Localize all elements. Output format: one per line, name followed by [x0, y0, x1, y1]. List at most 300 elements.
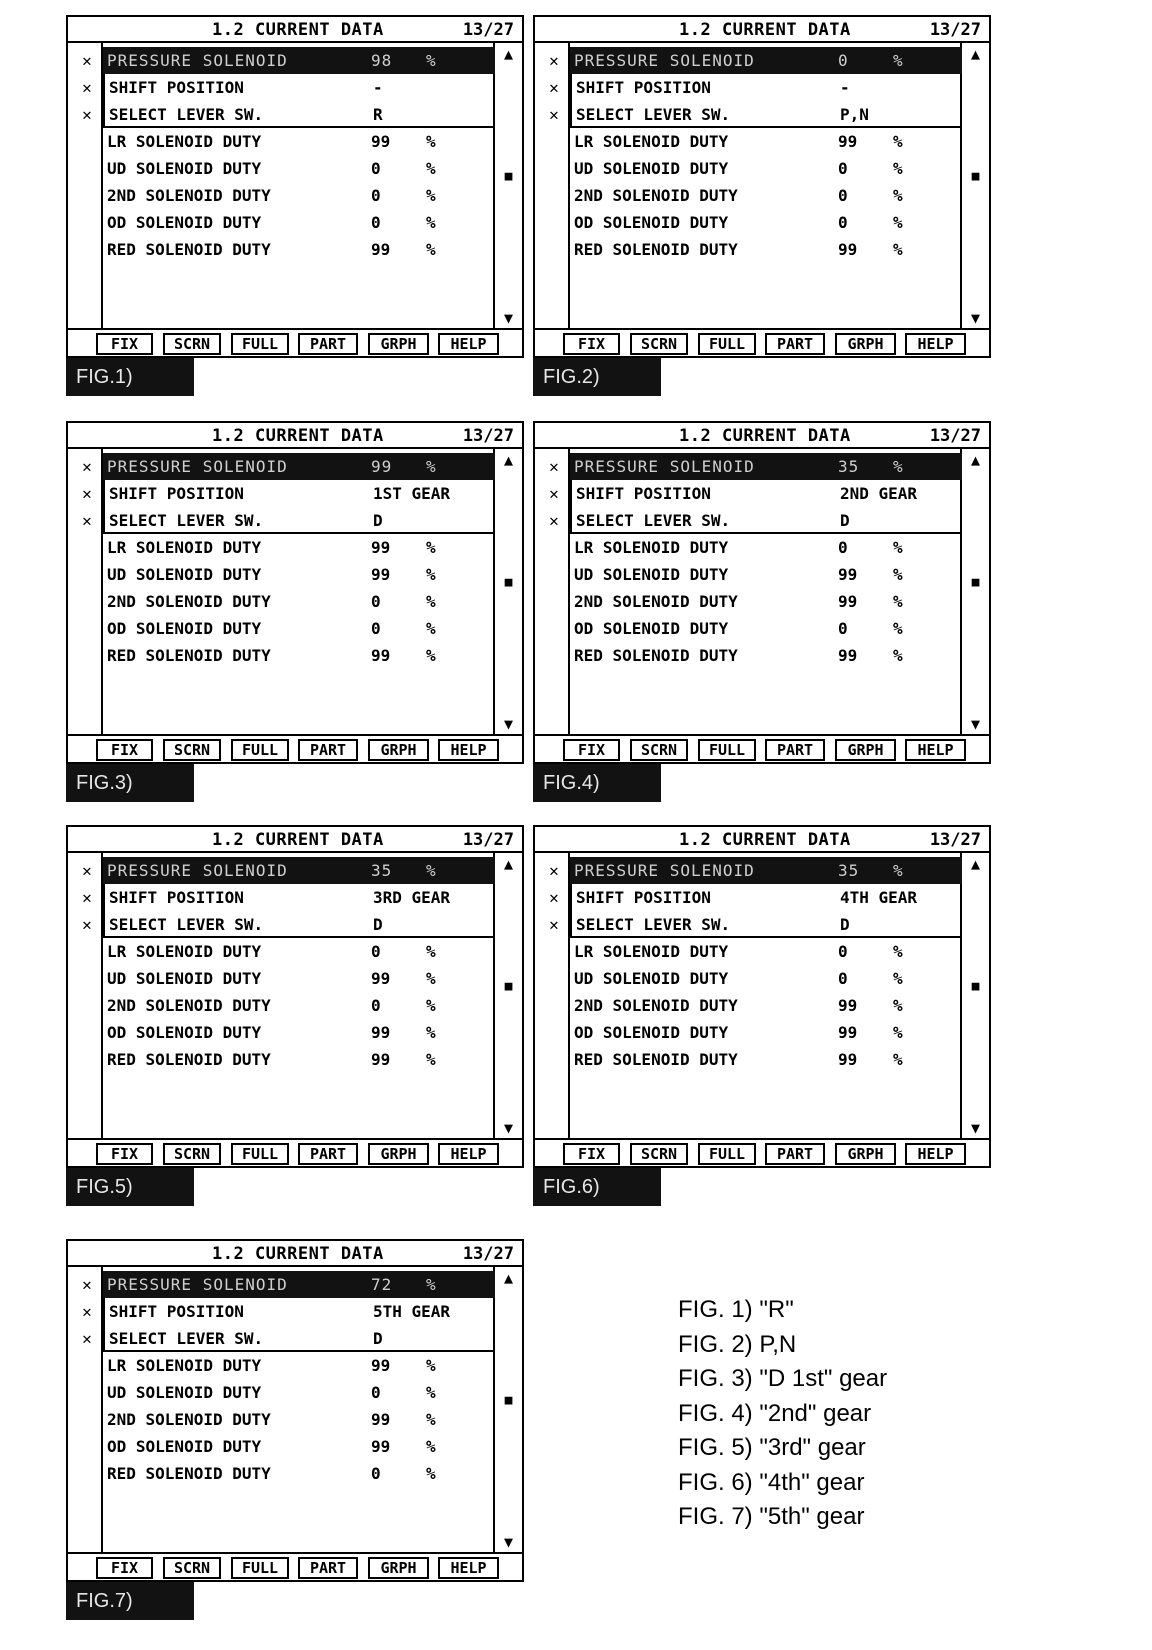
data-row-value: 35	[838, 457, 860, 476]
selected-item-marker-icon: ✕	[82, 1302, 92, 1321]
data-row[interactable]	[570, 884, 962, 911]
selected-item-marker-icon: ✕	[82, 78, 92, 97]
scrollbar[interactable]	[962, 43, 989, 328]
data-row[interactable]	[103, 1325, 495, 1352]
function-key-bar	[535, 1138, 989, 1166]
data-row-label: RED SOLENOID DUTY	[574, 646, 738, 665]
data-row-unit: %	[893, 1050, 903, 1069]
part-button[interactable]: PART	[298, 739, 358, 761]
part-button[interactable]: PART	[765, 1143, 825, 1165]
data-row[interactable]	[103, 1379, 495, 1406]
data-row[interactable]	[570, 507, 962, 534]
data-row-unit: %	[426, 1275, 437, 1294]
data-row[interactable]	[103, 857, 495, 884]
data-row-label: 2ND SOLENOID DUTY	[107, 996, 271, 1015]
scroll-down-arrow-icon[interactable]: ▼	[503, 1119, 514, 1137]
scroll-down-arrow-icon[interactable]: ▼	[503, 1533, 514, 1551]
help-button[interactable]: HELP	[905, 739, 966, 761]
data-row-unit: %	[893, 861, 904, 880]
page-counter: 13/27	[462, 426, 514, 446]
scrn-button[interactable]: SCRN	[163, 333, 221, 355]
figure-6	[533, 825, 991, 1206]
data-row-value: 0	[371, 186, 381, 205]
data-row-label: SHIFT POSITION	[576, 78, 711, 97]
data-row-label: SHIFT POSITION	[109, 484, 244, 503]
scrn-button[interactable]: SCRN	[630, 333, 688, 355]
data-row-unit: %	[426, 457, 437, 476]
title-bar	[68, 1241, 522, 1267]
scroll-down-arrow-icon[interactable]: ▼	[503, 309, 514, 327]
page-counter: 13/27	[929, 20, 981, 40]
scrn-button[interactable]: SCRN	[163, 739, 221, 761]
fix-button[interactable]: FIX	[96, 739, 153, 761]
data-row-label: RED SOLENOID DUTY	[107, 1464, 271, 1483]
data-row-value: 0	[371, 996, 381, 1015]
data-row-value: 0	[371, 1383, 381, 1402]
scroll-up-arrow-icon[interactable]: ▲	[970, 855, 981, 873]
data-row-label: LR SOLENOID DUTY	[107, 538, 262, 557]
data-row[interactable]	[570, 1019, 962, 1046]
scrn-button[interactable]: SCRN	[630, 739, 688, 761]
selected-item-marker-icon: ✕	[549, 78, 559, 97]
data-row-value: D	[373, 1329, 383, 1348]
data-row-value: D	[840, 915, 850, 934]
data-row-label: SHIFT POSITION	[109, 1302, 244, 1321]
data-row-value: D	[373, 915, 383, 934]
data-row[interactable]	[570, 74, 962, 101]
full-button[interactable]: FULL	[231, 739, 289, 761]
page-counter: 13/27	[929, 426, 981, 446]
selected-item-marker-icon: ✕	[82, 105, 92, 124]
screen-title: 1.2 CURRENT DATA	[679, 426, 851, 446]
fix-button[interactable]: FIX	[563, 1143, 620, 1165]
data-row-unit: %	[893, 942, 903, 961]
data-row-value: 99	[838, 132, 858, 151]
data-row[interactable]	[103, 1046, 495, 1073]
data-row-value: 99	[371, 1050, 391, 1069]
part-button[interactable]: PART	[298, 1143, 358, 1165]
data-row[interactable]	[570, 101, 962, 128]
data-row-label: SHIFT POSITION	[576, 888, 711, 907]
data-row-label: LR SOLENOID DUTY	[107, 1356, 262, 1375]
data-row-unit: %	[426, 1464, 436, 1483]
data-row[interactable]	[570, 642, 962, 669]
screen-title: 1.2 CURRENT DATA	[212, 426, 384, 446]
data-row[interactable]	[103, 561, 495, 588]
data-row-value: 0	[838, 159, 848, 178]
data-row-unit: %	[426, 1383, 436, 1402]
data-row[interactable]	[570, 453, 962, 480]
scrollbar[interactable]	[962, 449, 989, 734]
data-row-value: 0	[371, 592, 381, 611]
data-row[interactable]	[570, 209, 962, 236]
title-bar	[68, 17, 522, 43]
data-row[interactable]	[103, 615, 495, 642]
data-row[interactable]	[103, 1352, 495, 1379]
data-row-label: LR SOLENOID DUTY	[574, 538, 729, 557]
grph-button[interactable]: GRPH	[835, 333, 896, 355]
scrollbar[interactable]	[495, 853, 522, 1138]
data-row[interactable]	[570, 911, 962, 938]
data-row-value: 99	[838, 996, 858, 1015]
data-row-label: SHIFT POSITION	[109, 888, 244, 907]
data-row[interactable]	[570, 588, 962, 615]
data-row-value: D	[373, 511, 383, 530]
scroll-up-arrow-icon[interactable]: ▲	[970, 45, 981, 63]
data-row-label: OD SOLENOID DUTY	[107, 213, 262, 232]
data-row-label: UD SOLENOID DUTY	[574, 159, 729, 178]
data-row-label: OD SOLENOID DUTY	[107, 1437, 262, 1456]
data-row-value: 99	[371, 1410, 391, 1429]
data-row-unit: %	[426, 1410, 436, 1429]
data-row[interactable]	[570, 47, 962, 74]
data-row-unit: %	[426, 646, 436, 665]
data-row[interactable]	[103, 534, 495, 561]
data-row-label: RED SOLENOID DUTY	[574, 240, 738, 259]
data-row-value: 35	[838, 861, 860, 880]
data-row-value: 99	[838, 240, 858, 259]
data-row-label: PRESSURE SOLENOID	[107, 1275, 288, 1294]
data-row-value: 0	[838, 619, 848, 638]
data-row-label: SELECT LEVER SW.	[109, 105, 264, 124]
page-counter: 13/27	[462, 20, 514, 40]
selected-item-marker-icon: ✕	[549, 915, 559, 934]
data-row[interactable]	[103, 155, 495, 182]
data-row-unit: %	[426, 996, 436, 1015]
figure-label: FIG.4)	[533, 764, 661, 802]
data-row-unit: %	[426, 1023, 436, 1042]
data-row[interactable]	[570, 965, 962, 992]
data-row-value: 0	[838, 213, 848, 232]
scroll-up-arrow-icon[interactable]: ▲	[503, 45, 514, 63]
data-row-value: 0	[838, 969, 848, 988]
data-row[interactable]	[570, 857, 962, 884]
full-button[interactable]: FULL	[698, 739, 756, 761]
data-row[interactable]	[103, 911, 495, 938]
figure-label: FIG.3)	[66, 764, 194, 802]
data-row[interactable]	[103, 1406, 495, 1433]
figure-label: FIG.1)	[66, 358, 194, 396]
data-row-value: -	[373, 78, 383, 97]
data-row-unit: %	[893, 159, 903, 178]
data-row-label: OD SOLENOID DUTY	[107, 1023, 262, 1042]
data-row[interactable]	[103, 965, 495, 992]
scrollbar[interactable]	[495, 449, 522, 734]
data-row[interactable]	[103, 209, 495, 236]
page-counter: 13/27	[462, 1244, 514, 1264]
data-row-value: 99	[371, 457, 393, 476]
data-row-label: LR SOLENOID DUTY	[574, 942, 729, 961]
scrollbar[interactable]	[495, 1267, 522, 1552]
scrollbar[interactable]	[962, 853, 989, 1138]
data-row-label: 2ND SOLENOID DUTY	[574, 592, 738, 611]
scrn-button[interactable]: SCRN	[630, 1143, 688, 1165]
grph-button[interactable]: GRPH	[368, 739, 429, 761]
data-row-value: 0	[838, 186, 848, 205]
data-row[interactable]	[103, 182, 495, 209]
function-key-bar	[535, 734, 989, 762]
data-row-value: 0	[838, 942, 848, 961]
data-row[interactable]	[103, 507, 495, 534]
data-row-value: 99	[838, 565, 858, 584]
data-row-value: 2ND GEAR	[840, 484, 918, 503]
figure-4	[533, 421, 991, 802]
scrn-button[interactable]: SCRN	[163, 1557, 221, 1579]
data-row-value: 72	[371, 1275, 393, 1294]
data-row-value: 0	[371, 619, 381, 638]
data-row-unit: %	[426, 51, 437, 70]
data-row[interactable]	[570, 561, 962, 588]
data-row[interactable]	[103, 642, 495, 669]
data-row-label: PRESSURE SOLENOID	[107, 861, 288, 880]
data-row-unit: %	[893, 996, 903, 1015]
data-row-unit: %	[426, 132, 436, 151]
data-row-unit: %	[426, 969, 436, 988]
scroll-up-arrow-icon[interactable]: ▲	[503, 855, 514, 873]
data-row-value: P,N	[840, 105, 869, 124]
scroll-thumb-icon[interactable]: ■	[971, 979, 980, 994]
data-row-label: UD SOLENOID DUTY	[107, 1383, 262, 1402]
data-row-label: PRESSURE SOLENOID	[574, 457, 755, 476]
data-row-label: PRESSURE SOLENOID	[107, 51, 288, 70]
part-button[interactable]: PART	[765, 739, 825, 761]
part-button[interactable]: PART	[298, 333, 358, 355]
data-row-value: 0	[838, 51, 849, 70]
data-row[interactable]	[103, 992, 495, 1019]
data-row[interactable]	[570, 128, 962, 155]
data-row[interactable]	[103, 1460, 495, 1487]
data-row-label: RED SOLENOID DUTY	[574, 1050, 738, 1069]
data-row[interactable]	[103, 938, 495, 965]
data-row-unit: %	[893, 51, 904, 70]
data-row-unit: %	[426, 1050, 436, 1069]
data-row[interactable]	[570, 615, 962, 642]
selected-item-marker-icon: ✕	[549, 51, 559, 70]
scroll-down-arrow-icon[interactable]: ▼	[970, 1119, 981, 1137]
data-row[interactable]	[570, 155, 962, 182]
data-row-value: 99	[371, 646, 391, 665]
scrn-button[interactable]: SCRN	[163, 1143, 221, 1165]
data-list	[568, 43, 962, 328]
data-row-label: 2ND SOLENOID DUTY	[107, 186, 271, 205]
data-row-value: 99	[838, 1023, 858, 1042]
data-row-label: 2ND SOLENOID DUTY	[107, 1410, 271, 1429]
scroll-up-arrow-icon[interactable]: ▲	[503, 451, 514, 469]
data-list	[568, 853, 962, 1138]
data-row[interactable]	[570, 1046, 962, 1073]
page-counter: 13/27	[929, 830, 981, 850]
data-row-value: 35	[371, 861, 393, 880]
figure-2	[533, 15, 991, 396]
data-row[interactable]	[103, 1271, 495, 1298]
scroll-thumb-icon[interactable]: ■	[504, 575, 513, 590]
scroll-up-arrow-icon[interactable]: ▲	[503, 1269, 514, 1287]
data-row[interactable]	[103, 1298, 495, 1325]
data-row-value: 0	[371, 213, 381, 232]
legend-item: FIG. 3) "D 1st" gear	[678, 1365, 888, 1392]
full-button[interactable]: FULL	[231, 333, 289, 355]
data-row-value: 3RD GEAR	[373, 888, 451, 907]
part-button[interactable]: PART	[765, 333, 825, 355]
data-row-label: SHIFT POSITION	[109, 78, 244, 97]
data-list	[101, 1267, 495, 1552]
data-row-value: 98	[371, 51, 393, 70]
data-row-label: SELECT LEVER SW.	[576, 511, 731, 530]
data-row[interactable]	[570, 534, 962, 561]
screen-title: 1.2 CURRENT DATA	[212, 830, 384, 850]
help-button[interactable]: HELP	[438, 1143, 499, 1165]
grph-button[interactable]: GRPH	[368, 1143, 429, 1165]
data-row-unit: %	[426, 1356, 436, 1375]
full-button[interactable]: FULL	[698, 333, 756, 355]
data-row[interactable]	[570, 480, 962, 507]
selected-item-marker-icon: ✕	[82, 457, 92, 476]
data-row-unit: %	[426, 1437, 436, 1456]
grph-button[interactable]: GRPH	[835, 739, 896, 761]
fix-button[interactable]: FIX	[563, 333, 620, 355]
data-row[interactable]	[103, 1019, 495, 1046]
figure-label: FIG.5)	[66, 1168, 194, 1206]
data-row-label: SELECT LEVER SW.	[109, 915, 264, 934]
help-button[interactable]: HELP	[905, 1143, 966, 1165]
figure-legend	[678, 1293, 887, 1535]
data-row-label: SELECT LEVER SW.	[576, 105, 731, 124]
scroll-thumb-icon[interactable]: ■	[504, 1393, 513, 1408]
fix-button[interactable]: FIX	[96, 1557, 153, 1579]
data-row-label: PRESSURE SOLENOID	[574, 861, 755, 880]
data-row-label: SELECT LEVER SW.	[109, 1329, 264, 1348]
data-row-unit: %	[893, 1023, 903, 1042]
scroll-thumb-icon[interactable]: ■	[504, 979, 513, 994]
data-row-label: LR SOLENOID DUTY	[107, 132, 262, 151]
scroll-down-arrow-icon[interactable]: ▼	[503, 715, 514, 733]
data-row-unit: %	[893, 132, 903, 151]
grph-button[interactable]: GRPH	[835, 1143, 896, 1165]
data-row-label: 2ND SOLENOID DUTY	[574, 996, 738, 1015]
data-row-unit: %	[893, 646, 903, 665]
data-row-unit: %	[426, 538, 436, 557]
scroll-up-arrow-icon[interactable]: ▲	[970, 451, 981, 469]
scan-tool-screen	[533, 421, 991, 764]
data-row[interactable]	[103, 1433, 495, 1460]
fix-button[interactable]: FIX	[96, 1143, 153, 1165]
data-row[interactable]	[103, 74, 495, 101]
scroll-thumb-icon[interactable]: ■	[504, 169, 513, 184]
data-row[interactable]	[103, 588, 495, 615]
scroll-thumb-icon[interactable]: ■	[971, 575, 980, 590]
scroll-thumb-icon[interactable]: ■	[971, 169, 980, 184]
data-row-value: 1ST GEAR	[373, 484, 451, 503]
grph-button[interactable]: GRPH	[368, 1557, 429, 1579]
scrollbar[interactable]	[495, 43, 522, 328]
data-row-unit: %	[426, 861, 437, 880]
data-row-label: PRESSURE SOLENOID	[574, 51, 755, 70]
function-key-bar	[68, 328, 522, 356]
selected-item-marker-icon: ✕	[549, 484, 559, 503]
data-row[interactable]	[103, 884, 495, 911]
selected-item-marker-icon: ✕	[549, 105, 559, 124]
data-row[interactable]	[103, 480, 495, 507]
title-bar	[535, 423, 989, 449]
selected-item-marker-icon: ✕	[82, 915, 92, 934]
legend-item: FIG. 6) "4th" gear	[678, 1468, 865, 1496]
data-row[interactable]	[103, 236, 495, 263]
data-row[interactable]	[103, 101, 495, 128]
data-row-unit: %	[893, 240, 903, 259]
data-row-value: 99	[371, 1023, 391, 1042]
full-button[interactable]: FULL	[231, 1557, 289, 1579]
title-bar	[68, 423, 522, 449]
scan-tool-screen	[66, 15, 524, 358]
help-button[interactable]: HELP	[438, 333, 499, 355]
data-row[interactable]	[570, 992, 962, 1019]
help-button[interactable]: HELP	[905, 333, 966, 355]
figure-label: FIG.7)	[66, 1582, 194, 1620]
data-list	[101, 43, 495, 328]
help-button[interactable]: HELP	[438, 739, 499, 761]
selected-item-marker-icon: ✕	[82, 1275, 92, 1294]
data-row[interactable]	[103, 47, 495, 74]
legend-item: FIG. 7) "5th" gear	[678, 1503, 865, 1530]
function-key-bar	[535, 328, 989, 356]
data-row-unit: %	[893, 969, 903, 988]
data-row-label: UD SOLENOID DUTY	[107, 159, 262, 178]
data-row-unit: %	[426, 186, 436, 205]
data-row-unit: %	[426, 240, 436, 259]
data-row-value: 99	[371, 538, 391, 557]
scan-tool-screen	[533, 825, 991, 1168]
selected-item-marker-icon: ✕	[549, 888, 559, 907]
data-list	[101, 449, 495, 734]
scan-tool-screen	[66, 825, 524, 1168]
full-button[interactable]: FULL	[698, 1143, 756, 1165]
fix-button[interactable]: FIX	[96, 333, 153, 355]
data-row-label: OD SOLENOID DUTY	[574, 619, 729, 638]
data-row-value: 0	[371, 942, 381, 961]
fix-button[interactable]: FIX	[563, 739, 620, 761]
scan-tool-screen	[66, 1239, 524, 1582]
data-row[interactable]	[570, 236, 962, 263]
data-row-label: PRESSURE SOLENOID	[107, 457, 288, 476]
scroll-down-arrow-icon[interactable]: ▼	[970, 715, 981, 733]
data-row-value: 99	[371, 969, 391, 988]
data-row-unit: %	[893, 565, 903, 584]
data-row[interactable]	[103, 128, 495, 155]
figure-5	[66, 825, 524, 1206]
title-bar	[535, 827, 989, 853]
data-row-label: SHIFT POSITION	[576, 484, 711, 503]
data-row-unit: %	[426, 592, 436, 611]
data-row[interactable]	[570, 938, 962, 965]
part-button[interactable]: PART	[298, 1557, 358, 1579]
full-button[interactable]: FULL	[231, 1143, 289, 1165]
scroll-down-arrow-icon[interactable]: ▼	[970, 309, 981, 327]
data-row-unit: %	[893, 186, 903, 205]
page-counter: 13/27	[462, 830, 514, 850]
data-row-label: 2ND SOLENOID DUTY	[574, 186, 738, 205]
data-row[interactable]	[570, 182, 962, 209]
data-row-unit: %	[426, 619, 436, 638]
data-row-value: R	[373, 105, 383, 124]
selected-item-marker-icon: ✕	[82, 51, 92, 70]
legend-item: FIG. 5) "3rd" gear	[678, 1434, 866, 1461]
data-row-value: 0	[371, 1464, 381, 1483]
grph-button[interactable]: GRPH	[368, 333, 429, 355]
help-button[interactable]: HELP	[438, 1557, 499, 1579]
scan-tool-screen	[66, 421, 524, 764]
data-row[interactable]	[103, 453, 495, 480]
data-row-label: LR SOLENOID DUTY	[107, 942, 262, 961]
